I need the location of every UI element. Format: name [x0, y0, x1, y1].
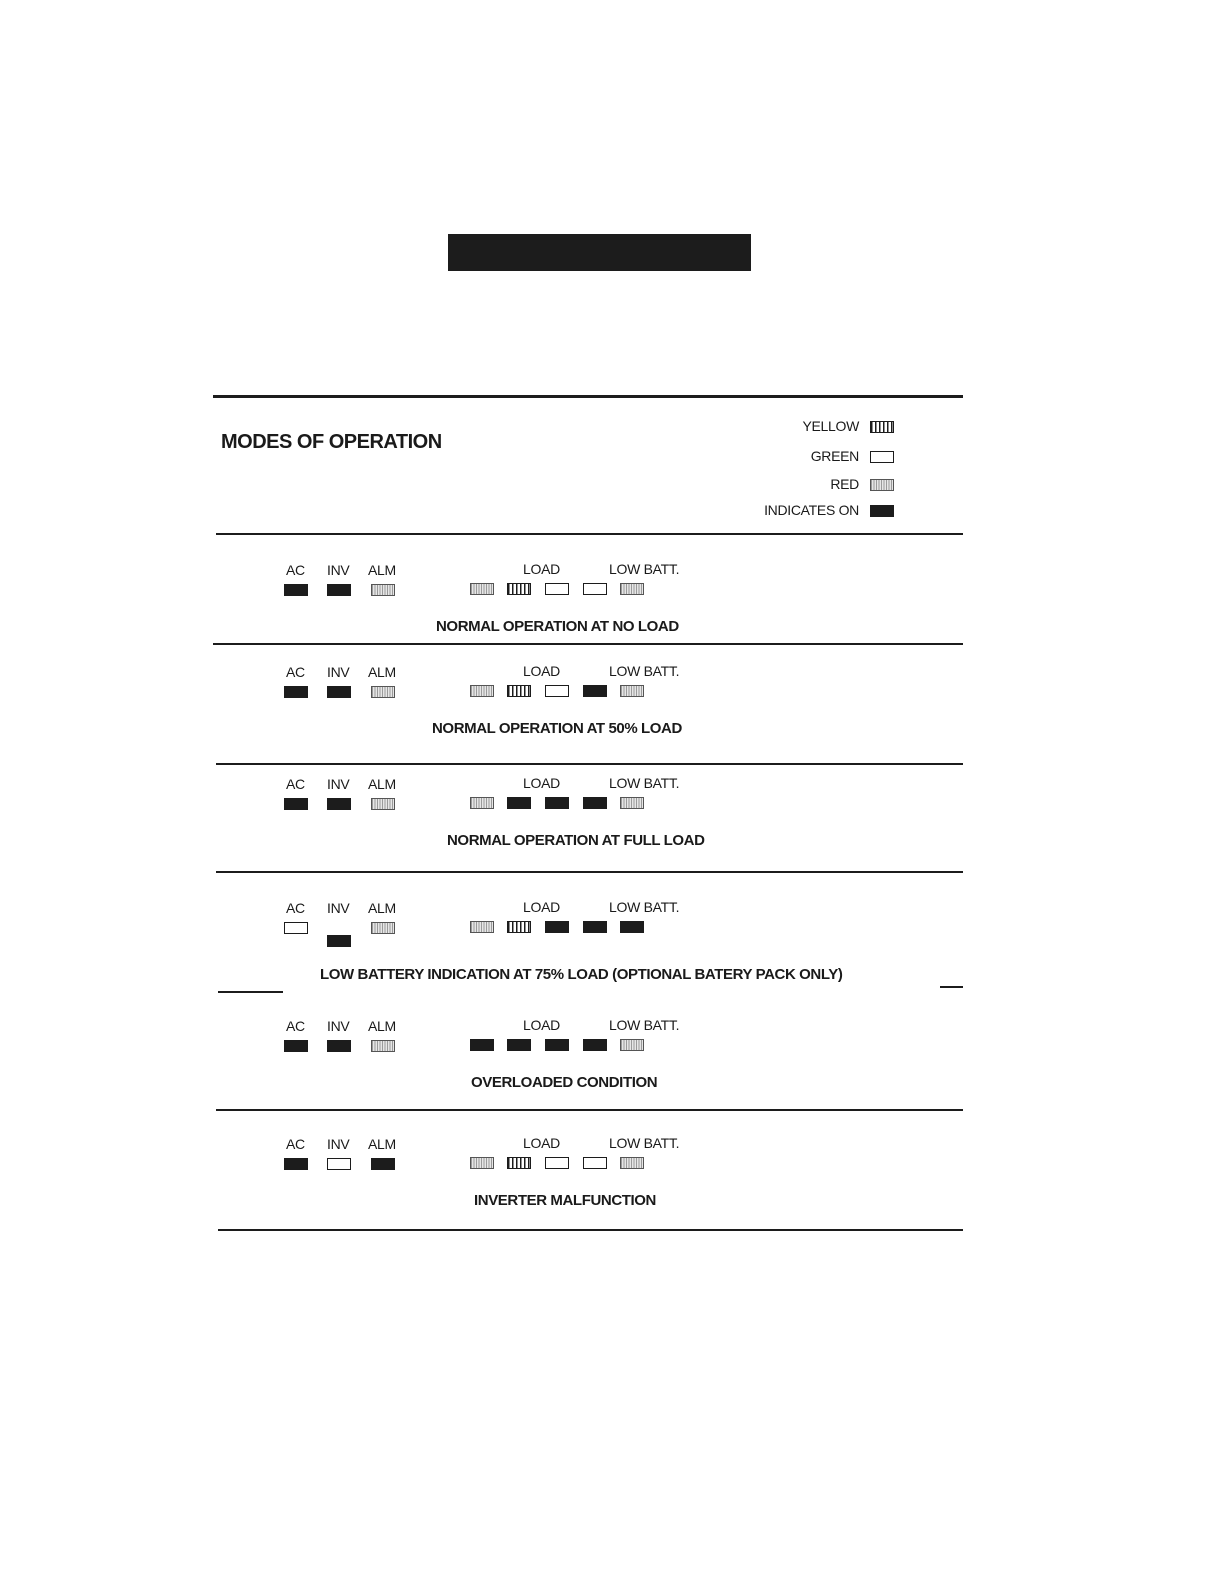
ac-label: AC [286, 1018, 305, 1034]
legend-label-red: RED [830, 476, 859, 492]
inv-label: INV [327, 562, 350, 578]
legend-label-on: INDICATES ON [764, 502, 859, 518]
load-bar-led [545, 685, 569, 697]
low-batt-label: LOW BATT. [609, 663, 680, 679]
load-bar-led [545, 1157, 569, 1169]
divider [218, 1229, 963, 1231]
divider-short-left [218, 991, 283, 993]
load-bar-led [620, 1039, 644, 1051]
divider-top [213, 395, 963, 398]
alm-label: ALM [368, 1018, 396, 1034]
ac-label: AC [286, 900, 305, 916]
load-bar-led [507, 797, 531, 809]
inv-led [327, 935, 351, 947]
inv-led [327, 798, 351, 810]
divider [216, 533, 963, 535]
ac-led [284, 798, 308, 810]
legend-swatch-red [870, 479, 894, 491]
load-bar-led [583, 1157, 607, 1169]
alm-led [371, 1040, 395, 1052]
load-bar-led [545, 1039, 569, 1051]
load-bar-led [583, 797, 607, 809]
load-bar-led [620, 1157, 644, 1169]
load-bar-led [620, 583, 644, 595]
alm-led [371, 584, 395, 596]
divider [213, 643, 963, 645]
inv-led [327, 1040, 351, 1052]
divider [216, 763, 963, 765]
divider [216, 1109, 963, 1111]
load-bar-led [545, 797, 569, 809]
load-bar-led [470, 583, 494, 595]
alm-label: ALM [368, 664, 396, 680]
legend-label-green: GREEN [810, 448, 859, 464]
load-bar-led [507, 583, 531, 595]
page-title: MODES OF OPERATION [221, 431, 442, 453]
load-bar-led [470, 1039, 494, 1051]
mode-caption: INVERTER MALFUNCTION [474, 1192, 656, 1209]
ac-led [284, 1158, 308, 1170]
load-bar-led [507, 921, 531, 933]
load-bar-led [620, 921, 644, 933]
load-bar-led [470, 685, 494, 697]
load-bar-led [470, 797, 494, 809]
ac-led [284, 922, 308, 934]
alm-led [371, 798, 395, 810]
legend-swatch-yellow [870, 421, 894, 433]
ac-label: AC [286, 562, 305, 578]
inv-led [327, 686, 351, 698]
divider-short-right [940, 986, 963, 988]
ac-led [284, 1040, 308, 1052]
low-batt-label: LOW BATT. [609, 1135, 680, 1151]
load-bar-led [545, 583, 569, 595]
load-bar-led [583, 685, 607, 697]
alm-label: ALM [368, 1136, 396, 1152]
ac-led [284, 584, 308, 596]
alm-label: ALM [368, 900, 396, 916]
legend-swatch-on [870, 505, 894, 517]
load-label: LOAD [523, 663, 560, 679]
inv-label: INV [327, 900, 350, 916]
redaction-bar [448, 234, 751, 271]
load-label: LOAD [523, 561, 560, 577]
alm-led [371, 686, 395, 698]
low-batt-label: LOW BATT. [609, 899, 680, 915]
inv-label: INV [327, 776, 350, 792]
mode-caption: NORMAL OPERATION AT FULL LOAD [447, 832, 705, 849]
load-bar-led [470, 1157, 494, 1169]
ac-label: AC [286, 1136, 305, 1152]
legend-swatch-green [870, 451, 894, 463]
mode-caption: LOW BATTERY INDICATION AT 75% LOAD (OPTIONAL BATERY PACK ONLY) [320, 966, 843, 983]
legend-label-yellow: YELLOW [802, 418, 859, 434]
alm-label: ALM [368, 562, 396, 578]
load-bar-led [507, 1039, 531, 1051]
mode-caption: NORMAL OPERATION AT NO LOAD [436, 618, 679, 635]
divider [216, 871, 963, 873]
mode-caption: NORMAL OPERATION AT 50% LOAD [432, 720, 682, 737]
load-bar-led [620, 797, 644, 809]
inv-label: INV [327, 1136, 350, 1152]
inv-led [327, 1158, 351, 1170]
inv-label: INV [327, 664, 350, 680]
load-label: LOAD [523, 1135, 560, 1151]
low-batt-label: LOW BATT. [609, 1017, 680, 1033]
load-bar-led [583, 1039, 607, 1051]
alm-label: ALM [368, 776, 396, 792]
ac-led [284, 686, 308, 698]
load-label: LOAD [523, 899, 560, 915]
load-bar-led [583, 583, 607, 595]
alm-led [371, 922, 395, 934]
mode-caption: OVERLOADED CONDITION [471, 1074, 658, 1091]
load-bar-led [545, 921, 569, 933]
load-label: LOAD [523, 775, 560, 791]
load-bar-led [507, 685, 531, 697]
load-bar-led [470, 921, 494, 933]
load-bar-led [583, 921, 607, 933]
ac-label: AC [286, 776, 305, 792]
inv-label: INV [327, 1018, 350, 1034]
low-batt-label: LOW BATT. [609, 561, 680, 577]
low-batt-label: LOW BATT. [609, 775, 680, 791]
inv-led [327, 584, 351, 596]
load-bar-led [620, 685, 644, 697]
load-label: LOAD [523, 1017, 560, 1033]
ac-label: AC [286, 664, 305, 680]
alm-led [371, 1158, 395, 1170]
load-bar-led [507, 1157, 531, 1169]
